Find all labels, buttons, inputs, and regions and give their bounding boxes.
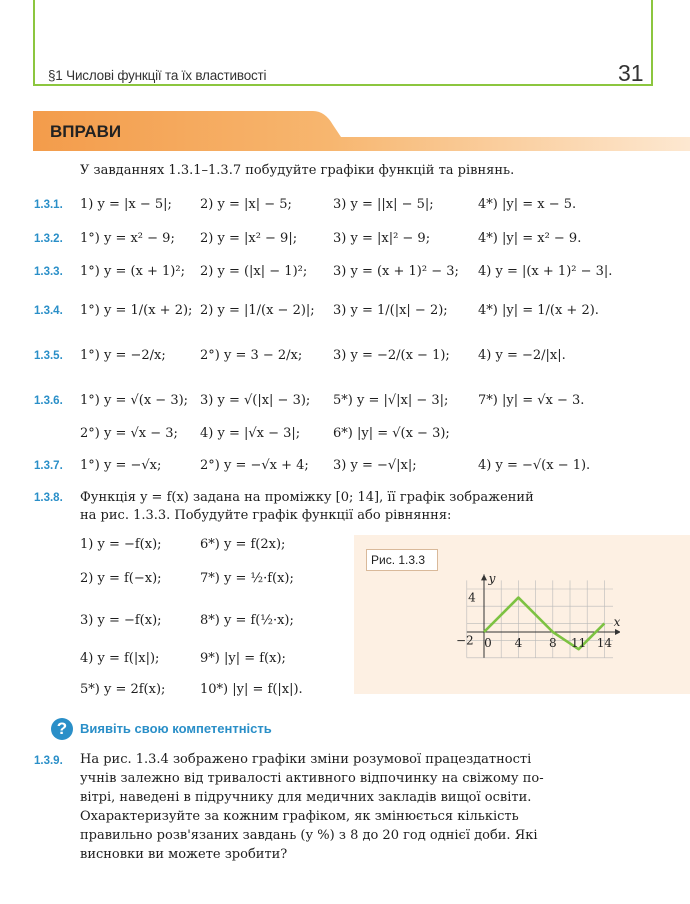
x-axis-label: x: [613, 615, 620, 629]
exercise-item: 6*) y = f(2x);: [200, 537, 286, 552]
x-tick-label: 14: [596, 636, 613, 650]
exercise-item: 4) y = |√x − 3|;: [200, 426, 301, 441]
exercise-item: 3) y = −f(x);: [80, 613, 162, 628]
figure-label: Рис. 1.3.3: [366, 549, 438, 571]
exercise-item: 3) y = ||x| − 5|;: [333, 197, 434, 212]
graph-labels: [456, 571, 620, 650]
exercise-item: 4*) |y| = x − 5.: [478, 197, 577, 212]
x-tick-label: 0: [484, 636, 492, 650]
exercise-item: 3) y = |x|² − 9;: [333, 231, 431, 246]
exercise-item: 1°) y = 1/(x + 2);: [80, 303, 193, 318]
competence-title: Виявіть свою компетентність: [80, 721, 272, 736]
exercise-item: 1°) y = √(x − 3);: [80, 393, 189, 408]
frame-bottom-line: [33, 84, 653, 86]
exercise-text: вітрі, наведені в підручнику для медичних закладів вищої освіти.: [80, 790, 532, 805]
exercise-number: 1.3.8.: [34, 492, 63, 504]
x-tick-label: 8: [548, 636, 557, 650]
y-tick-label: −2: [455, 633, 474, 648]
exercise-number: 1.3.2.: [34, 233, 63, 245]
exercise-item: 5*) y = 2f(x);: [80, 682, 166, 697]
x-axis-arrow: [615, 629, 620, 635]
exercise-item: 7*) y = ½·f(x);: [200, 571, 294, 586]
exercise-item: 4) y = f(|x|);: [80, 651, 160, 666]
exercise-item: 4) y = |(x + 1)² − 3|.: [478, 264, 613, 279]
exercise-item: 2) y = |x² − 9|;: [200, 231, 298, 246]
exercise-item: 2) y = |1/(x − 2)|;: [200, 303, 315, 318]
exercise-item: 2) y = f(−x);: [80, 571, 162, 586]
frame-left-line: [33, 0, 35, 86]
exercise-item: 2) y = |x| − 5;: [200, 197, 292, 212]
section-title: ВПРАВИ: [50, 122, 122, 141]
exercise-item: 10*) |y| = f(|x|).: [200, 682, 303, 697]
running-title: §1 Числові функції та їх властивості: [48, 68, 267, 83]
exercise-item: 1°) y = −2/x;: [80, 348, 166, 363]
exercise-item: 6*) |y| = √(x − 3);: [333, 426, 450, 441]
exercise-item: 5*) y = |√|x| − 3|;: [333, 393, 449, 408]
exercise-number: 1.3.9.: [34, 755, 63, 767]
exercise-item: 3) y = 1/(|x| − 2);: [333, 303, 448, 318]
y-tick-label: 4: [468, 590, 476, 605]
x-tick-label: 4: [514, 636, 523, 650]
exercise-number: 1.3.7.: [34, 460, 63, 472]
exercise-item: 3) y = −2/(x − 1);: [333, 348, 450, 363]
exercise-number: 1.3.5.: [34, 350, 63, 362]
y-axis-label: y: [488, 571, 496, 586]
exercise-text: на рис. 1.3.3. Побудуйте графік функції або рівняння:: [80, 508, 452, 523]
exercise-item: 8*) y = f(½·x);: [200, 613, 294, 628]
exercise-item: 7*) |y| = √x − 3.: [478, 393, 585, 408]
exercise-item: 1) y = |x − 5|;: [80, 197, 172, 212]
exercise-text: правильно розв'язаних завдань (у %) з 8 до 20 год однієї доби. Які: [80, 828, 538, 843]
exercise-item: 3) y = √(|x| − 3);: [200, 393, 311, 408]
exercise-item: 1°) y = x² − 9;: [80, 231, 175, 246]
frame-right-line: [651, 0, 653, 86]
exercise-item: 4*) |y| = x² − 9.: [478, 231, 582, 246]
exercise-item: 4*) |y| = 1/(x + 2).: [478, 303, 599, 318]
x-tick-label: 11: [570, 636, 587, 650]
exercise-number: 1.3.6.: [34, 395, 63, 407]
exercise-item: 3) y = −√|x|;: [333, 458, 417, 473]
section-band: [33, 111, 690, 151]
exercise-item: 4) y = −2/|x|.: [478, 348, 566, 363]
exercise-text: висновки ви можете зробити?: [80, 847, 288, 862]
exercise-item: 3) y = (x + 1)² − 3;: [333, 264, 459, 279]
y-axis-arrow: [481, 574, 487, 580]
exercise-text: учнів залежно від тривалості активного відпочинку на свіжому по-: [80, 771, 544, 786]
exercise-item: 2) y = (|x| − 1)²;: [200, 264, 308, 279]
exercise-item: 1°) y = (x + 1)²;: [80, 264, 185, 279]
exercise-item: 1°) y = −√x;: [80, 458, 162, 473]
exercise-item: 2°) y = 3 − 2/x;: [200, 348, 303, 363]
exercise-item: 1) y = −f(x);: [80, 537, 162, 552]
exercise-number: 1.3.4.: [34, 305, 63, 317]
exercise-text: Охарактеризуйте за кожним графіком, як змінюється кількість: [80, 809, 519, 824]
exercise-item: 9*) |y| = f(x);: [200, 651, 286, 666]
page-number: 31: [618, 60, 644, 86]
intro-text: У завданнях 1.3.1–1.3.7 побудуйте графіки функцій та рівнянь.: [80, 163, 515, 178]
exercise-number: 1.3.3.: [34, 266, 63, 278]
exercise-item: 4) y = −√(x − 1).: [478, 458, 591, 473]
exercise-item: 2°) y = √x − 3;: [80, 426, 178, 441]
exercise-text: Функція y = f(x) задана на проміжку [0; 14], її графік зображений: [80, 490, 534, 505]
question-icon: ?: [51, 718, 73, 740]
function-graph: [440, 558, 620, 686]
exercise-item: 2°) y = −√x + 4;: [200, 458, 309, 473]
exercise-text: На рис. 1.3.4 зображено графіки зміни розумової працездатності: [80, 752, 532, 767]
exercise-number: 1.3.1.: [34, 199, 63, 211]
